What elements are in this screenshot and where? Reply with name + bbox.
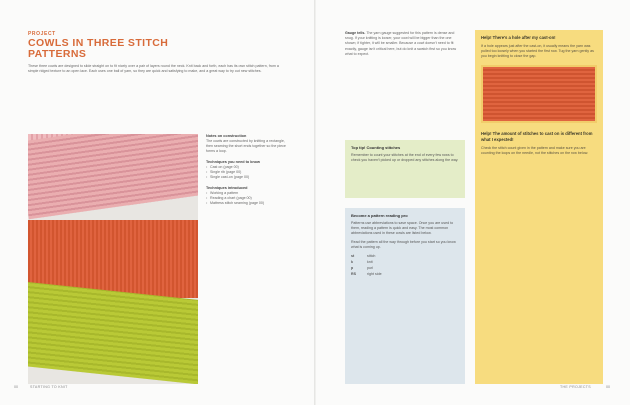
help-text-1: If a hole appears just after the cast-on, it usually means the yarn was pulled too loosely when you started the first row. Tug the yarn gently as you begin knitting to close the gap. xyxy=(481,44,594,59)
help-text-2: Check the stitch count given in the pattern and make sure you are counting the loops on the needle, not the stitches on the row below. xyxy=(481,146,589,156)
page-gutter xyxy=(314,0,316,405)
running-head-right: THE PROJECTS xyxy=(560,385,591,389)
top-tip-text: Remember to count your stitches at the end of every few rows to check you haven't picked up or dropped any stitches along the way. xyxy=(351,153,459,162)
list-item: • Cast on (page 00) xyxy=(206,165,288,170)
list-item: • Single rib (page 00) xyxy=(206,170,288,175)
page-title: COWLS IN THREE STITCH PATTERNS xyxy=(28,37,169,60)
pink-cowl xyxy=(28,134,198,219)
techniques-introduced-block xyxy=(206,186,288,206)
help-heading-1: Help! There's a hole after my cast-on! xyxy=(481,35,556,40)
notes-text: The cowls are constructed by knitting a rectangle, then seaming the short ends together so the piece forms a loop. xyxy=(206,139,286,153)
abbreviation-key: RS xyxy=(351,272,356,276)
page-number-left: 00 xyxy=(14,385,18,389)
techniques-introduced-list xyxy=(206,191,288,206)
help-heading-2: Help! The amount of stitches to cast on is different from what I expected! xyxy=(481,131,593,142)
running-head-left: STARTING TO KNIT xyxy=(30,385,68,389)
list-item: • Mattress stitch seaming (page 00) xyxy=(206,201,288,206)
technique-sidebar xyxy=(206,134,288,212)
abbreviation-key: p xyxy=(351,266,354,270)
notes-heading: Notes on construction xyxy=(206,134,247,138)
pattern-pro-para-1: Patterns use abbreviations to save space. Once you are used to them, reading a pattern is quick and easy. The most common abbreviations used in these cowls are listed below. xyxy=(351,221,454,235)
page-number-right: 00 xyxy=(606,385,610,389)
top-tip-heading: Top tip! Counting stitches xyxy=(351,145,401,150)
techniques-need-list xyxy=(206,165,288,180)
abbreviation-list xyxy=(351,254,459,277)
top-tip-box xyxy=(345,140,465,198)
abbreviation-value: purl xyxy=(367,266,373,270)
notes-block xyxy=(206,134,288,154)
gauge-text: The yarn gauge suggested for this pattern is dense and snug. If your knitting is looser, your cowl will be bigger than the one shown; if tighter, it will be smaller. Because a cowl doesn't need to fit exactly, gauge isn't critical here, but do knit a swatch first so you know what to expect. xyxy=(345,31,457,56)
techniques-need-block xyxy=(206,160,288,180)
chapter-label: PROJECT xyxy=(28,31,56,37)
abbreviation-value: right side xyxy=(367,272,382,276)
list-item: • Reading a chart (page 00) xyxy=(206,196,288,201)
techniques-need-heading: Techniques you need to know xyxy=(206,160,260,164)
list-item: • Single cast-on (page 00) xyxy=(206,175,288,180)
intro-paragraph: These three cowls are designed to slide straight on to fit nicely over a pair of layers round the neck. Knit back and forth, each has its own stitch pattern, from a simple ridged texture to an open lace. Each uses one ball of yarn, so they are quick and satisfying to make, and a great way to try out new stitches. xyxy=(28,64,279,74)
green-cowl xyxy=(28,281,198,384)
abbreviation-value: knit xyxy=(367,260,373,264)
swatch-photo xyxy=(481,65,597,123)
gauge-column xyxy=(345,31,460,57)
pattern-pro-heading: Become a pattern reading pro xyxy=(351,213,408,218)
abbreviation-key: k xyxy=(351,260,353,264)
pattern-pro-box xyxy=(345,208,465,384)
abbreviation-key: st xyxy=(351,254,355,258)
techniques-introduced-heading: Techniques introduced xyxy=(206,186,248,190)
cowls-photo xyxy=(28,134,198,384)
gauge-lead: Gauge tells. xyxy=(345,31,366,35)
help-box xyxy=(475,30,603,384)
abbreviation-value: stitch xyxy=(367,254,376,258)
pattern-pro-para-2: Read the pattern all the way through before you start so you know what is coming up. xyxy=(351,240,456,249)
list-item: • Working a pattern xyxy=(206,191,288,196)
